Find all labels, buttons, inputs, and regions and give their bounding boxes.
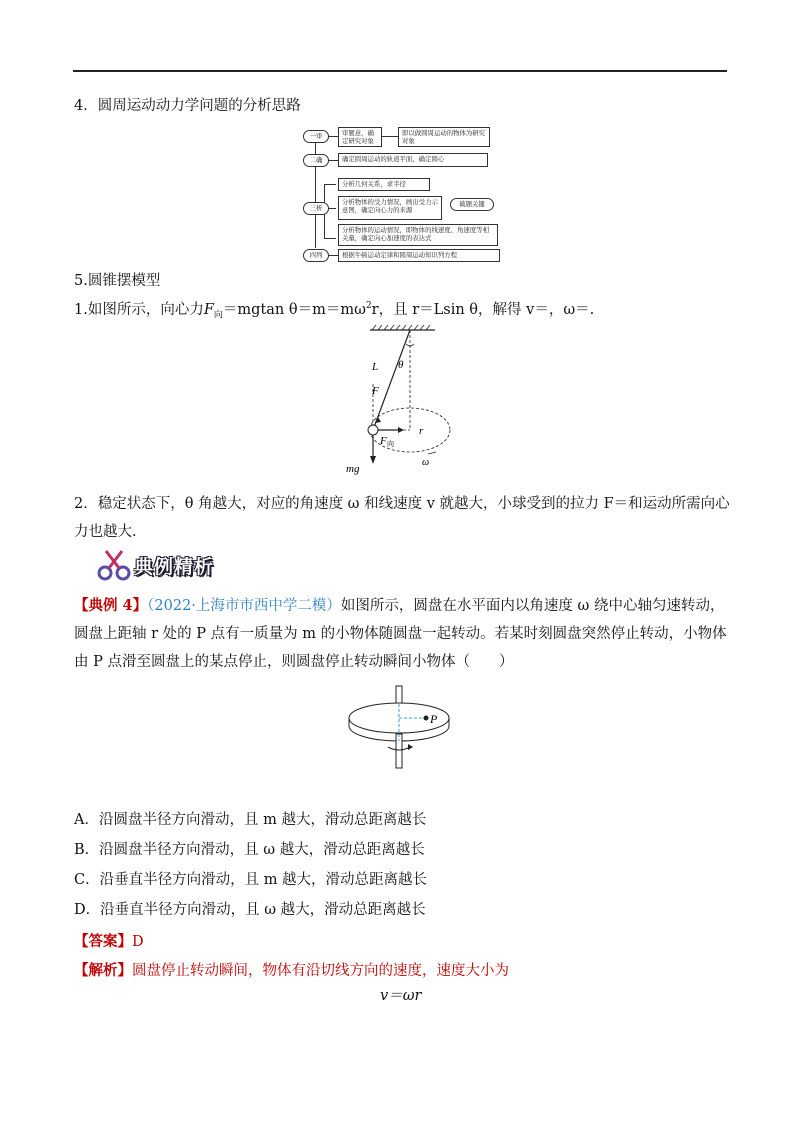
- label-F: F: [372, 385, 379, 397]
- section4-title: 4．圆周运动动力学问题的分析思路: [74, 98, 301, 114]
- flow-box-2: 确定圆周运动的轨道平面，确定圆心: [338, 153, 488, 167]
- flow-key-note: 破题关键: [450, 198, 494, 211]
- answer-line: 【答案】D: [74, 933, 144, 950]
- flow-box-1b: 即以做圆周运动的物体为研究对象: [398, 127, 490, 147]
- section5-title: 5.圆锥摆模型: [74, 273, 161, 289]
- flow-tag-1: 一审: [303, 130, 329, 143]
- example-text: 如图所示，圆盘在水平面内以角速度 ω 绕中心轴匀速转动，圆盘上距轴 r 处的 P 点有一质量为 m 的小物体随圆盘一起转动。若某时刻圆盘突然停止转动，小物体由 P 点滑至圆盘上的某点停止，则圆盘停止转动瞬间小物体（ ）: [74, 598, 727, 670]
- rotating-disk-figure: [344, 684, 464, 770]
- option-d[interactable]: D．沿垂直半径方向滑动，且 ω 越大，滑动总距离越长: [74, 902, 426, 918]
- conical-pendulum-formula: 1.如图所示，向心力$F_向=mgtan$ $\theta=m=m\omega^2r$，且 r＝Lsin θ，解得 v＝，ω＝.: [74, 301, 595, 321]
- flow-box-1: 审题意，确定研究对象: [338, 127, 382, 147]
- banner-title: 典例精析: [134, 555, 215, 578]
- header-rule: [73, 70, 727, 72]
- example-4-stem: [74, 592, 730, 676]
- option-a[interactable]: A．沿圆盘半径方向滑动，且 m 越大，滑动总距离越长: [74, 812, 427, 828]
- label-r: r: [419, 425, 424, 437]
- label-Fn-sub: 向: [387, 440, 394, 448]
- scissors-icon: [96, 549, 134, 581]
- analysis-line: 【解析】圆盘停止转动瞬间，物体有沿切线方向的速度，速度大小为: [74, 962, 509, 979]
- label-omega: ω: [422, 457, 430, 468]
- flow-tag-3: 三析: [303, 202, 329, 215]
- option-b[interactable]: B．沿圆盘半径方向滑动，且 ω 越大，滑动总距离越长: [74, 842, 425, 858]
- flow-box-3c: 分析物体的运动情况，即物体的线速度、角速度等相关量，确定向心加速度的表达式: [338, 224, 498, 246]
- label-L: L: [372, 361, 379, 373]
- label-P: P: [430, 712, 438, 726]
- section-banner: [96, 549, 214, 581]
- example-source: （2022·上海市市西中学二模）: [147, 598, 341, 614]
- example-label: 【典例 4】: [74, 597, 148, 614]
- label-mg: mg: [346, 463, 360, 475]
- analysis-flowchart: [300, 122, 510, 262]
- flow-tag-4: 四列: [303, 249, 329, 262]
- option-c[interactable]: C．沿垂直半径方向滑动，且 m 越大，滑动总距离越长: [74, 872, 428, 888]
- flow-tag-2: 二确: [303, 154, 329, 167]
- flow-box-3b: 分析物体的受力情况，画出受力示意图，确定向心力的来源: [338, 196, 442, 220]
- flow-box-4: 根据牛顿运动定律和圆周运动知识列方程: [338, 249, 500, 262]
- conical-pendulum-figure: [340, 322, 460, 482]
- label-Fn: F: [380, 435, 387, 447]
- formula-v-omega-r: v＝ωr: [380, 988, 422, 1004]
- label-theta: θ: [398, 359, 404, 371]
- flow-box-3a: 分析几何关系，求半径: [338, 178, 430, 191]
- paragraph-2: 2．稳定状态下，θ 角越大，对应的角速度 ω 和线速度 v 就越大，小球受到的拉力 F＝和运动所需向心力也越大.: [74, 496, 730, 540]
